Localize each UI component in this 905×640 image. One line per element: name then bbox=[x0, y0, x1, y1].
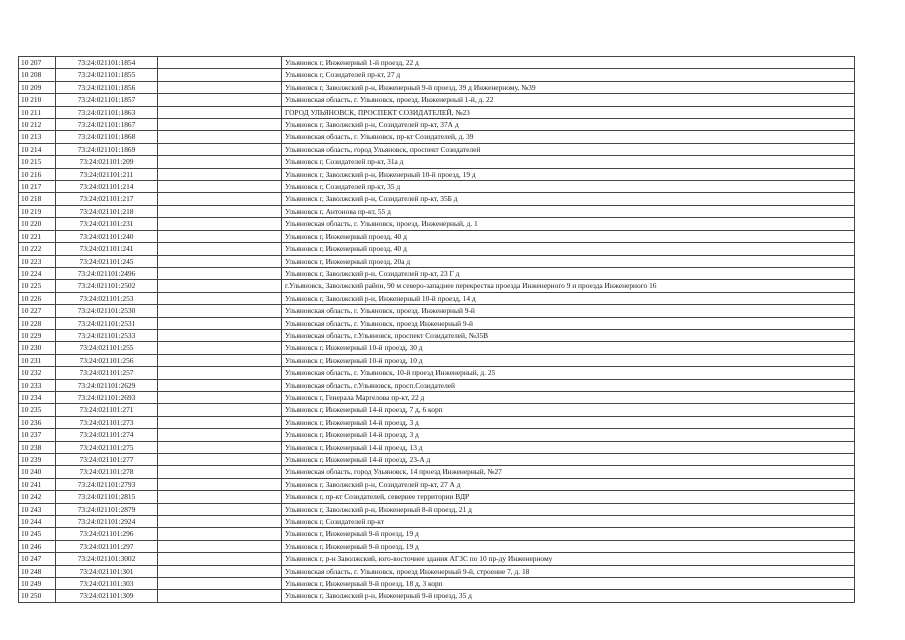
row-number-cell: 10 233 bbox=[19, 379, 56, 391]
empty-cell bbox=[158, 379, 282, 391]
address-cell: Ульяновск г, Заволжский р-н, Инженерный 10-й проезд, 19 д bbox=[282, 168, 855, 180]
row-number-cell: 10 229 bbox=[19, 329, 56, 341]
cadastral-number-cell: 73:24:021101:1856 bbox=[56, 81, 158, 93]
empty-cell bbox=[158, 57, 282, 69]
row-number-cell: 10 244 bbox=[19, 516, 56, 528]
row-number-cell: 10 208 bbox=[19, 69, 56, 81]
row-number-cell: 10 211 bbox=[19, 106, 56, 118]
cadastral-number-cell: 73:24:021101:2793 bbox=[56, 478, 158, 490]
empty-cell bbox=[158, 267, 282, 279]
address-cell: Ульяновск г, Генерала Маргелова пр-кт, 22 д bbox=[282, 391, 855, 403]
table-row bbox=[19, 404, 855, 416]
address-cell: Ульяновск г, Заволжский р-н, Инженерный 9-й проезд, 35 д bbox=[282, 590, 855, 602]
table-row bbox=[19, 181, 855, 193]
row-number-cell: 10 207 bbox=[19, 57, 56, 69]
address-cell: Ульяновск г, Заволжский р-н, Созидателей пр-кт, 35Б д bbox=[282, 193, 855, 205]
address-cell: Ульяновск г, Инженерный 14-й проезд, 3 д bbox=[282, 429, 855, 441]
table-row bbox=[19, 565, 855, 577]
empty-cell bbox=[158, 193, 282, 205]
row-number-cell: 10 218 bbox=[19, 193, 56, 205]
table-row bbox=[19, 317, 855, 329]
row-number-cell: 10 249 bbox=[19, 578, 56, 590]
address-cell: Ульяновск г, Созидателей пр-кт bbox=[282, 516, 855, 528]
cadastral-number-cell: 73:24:021101:256 bbox=[56, 354, 158, 366]
cadastral-number-cell: 73:24:021101:2530 bbox=[56, 305, 158, 317]
row-number-cell: 10 245 bbox=[19, 528, 56, 540]
cadastral-register-sheet bbox=[18, 56, 854, 603]
row-number-cell: 10 231 bbox=[19, 354, 56, 366]
table-body bbox=[19, 57, 855, 603]
address-cell: Ульяновск г, Инженерный 9-й проезд, 19 д bbox=[282, 540, 855, 552]
empty-cell bbox=[158, 255, 282, 267]
row-number-cell: 10 246 bbox=[19, 540, 56, 552]
row-number-cell: 10 223 bbox=[19, 255, 56, 267]
row-number-cell: 10 219 bbox=[19, 205, 56, 217]
address-cell: Ульяновск г, Заволжский р-н, Созидателей пр-кт, 37А д bbox=[282, 119, 855, 131]
empty-cell bbox=[158, 205, 282, 217]
cadastral-number-cell: 73:24:021101:240 bbox=[56, 230, 158, 242]
cadastral-number-cell: 73:24:021101:1868 bbox=[56, 131, 158, 143]
row-number-cell: 10 232 bbox=[19, 367, 56, 379]
address-cell: Ульяновск г, Созидателей пр-кт, 27 д bbox=[282, 69, 855, 81]
row-number-cell: 10 230 bbox=[19, 342, 56, 354]
table-row bbox=[19, 578, 855, 590]
address-cell: г.Ульяновск, Заволжский район, 90 м северо-западнее перекрестка проезда Инженерного 9 и проезда Инженерного 16 bbox=[282, 280, 855, 292]
cadastral-number-cell: 73:24:021101:277 bbox=[56, 454, 158, 466]
empty-cell bbox=[158, 329, 282, 341]
address-cell: Ульяновск г, Инженерный 14-й проезд, 23-А д bbox=[282, 454, 855, 466]
table-row bbox=[19, 143, 855, 155]
row-number-cell: 10 222 bbox=[19, 243, 56, 255]
address-cell: Ульяновск г, Заволжский р-н, Созидателей пр-кт, 27 А д bbox=[282, 478, 855, 490]
cadastral-number-cell: 73:24:021101:2815 bbox=[56, 491, 158, 503]
cadastral-number-cell: 73:24:021101:2629 bbox=[56, 379, 158, 391]
row-number-cell: 10 248 bbox=[19, 565, 56, 577]
row-number-cell: 10 226 bbox=[19, 292, 56, 304]
table-row bbox=[19, 503, 855, 515]
address-cell: Ульяновская область, г. Ульяновск, проезд. Инженерный, д. 1 bbox=[282, 218, 855, 230]
empty-cell bbox=[158, 342, 282, 354]
table-row bbox=[19, 553, 855, 565]
table-row bbox=[19, 69, 855, 81]
empty-cell bbox=[158, 553, 282, 565]
table-row bbox=[19, 205, 855, 217]
cadastral-number-cell: 73:24:021101:297 bbox=[56, 540, 158, 552]
empty-cell bbox=[158, 218, 282, 230]
address-cell: Ульяновск г, пр-кт Созидателей, севернее территории ВДР bbox=[282, 491, 855, 503]
table-row bbox=[19, 243, 855, 255]
cadastral-number-cell: 73:24:021101:3002 bbox=[56, 553, 158, 565]
row-number-cell: 10 215 bbox=[19, 156, 56, 168]
table-row bbox=[19, 466, 855, 478]
cadastral-number-cell: 73:24:021101:1863 bbox=[56, 106, 158, 118]
empty-cell bbox=[158, 168, 282, 180]
table-row bbox=[19, 230, 855, 242]
cadastral-number-cell: 73:24:021101:271 bbox=[56, 404, 158, 416]
address-cell: Ульяновская область, город Ульяновск, проспект Созидателей bbox=[282, 143, 855, 155]
cadastral-number-cell: 73:24:021101:255 bbox=[56, 342, 158, 354]
address-cell: Ульяновск г, Инженерный 9-й проезд, 19 д bbox=[282, 528, 855, 540]
table-row bbox=[19, 131, 855, 143]
cadastral-number-cell: 73:24:021101:309 bbox=[56, 590, 158, 602]
empty-cell bbox=[158, 280, 282, 292]
empty-cell bbox=[158, 131, 282, 143]
cadastral-number-cell: 73:24:021101:1854 bbox=[56, 57, 158, 69]
address-cell: Ульяновская область, г. Ульяновск, проезд. Инженерный 1-й, д. 22 bbox=[282, 94, 855, 106]
cadastral-number-cell: 73:24:021101:253 bbox=[56, 292, 158, 304]
row-number-cell: 10 212 bbox=[19, 119, 56, 131]
cadastral-number-cell: 73:24:021101:2693 bbox=[56, 391, 158, 403]
cadastral-number-cell: 73:24:021101:257 bbox=[56, 367, 158, 379]
cadastral-number-cell: 73:24:021101:1867 bbox=[56, 119, 158, 131]
row-number-cell: 10 220 bbox=[19, 218, 56, 230]
table-row bbox=[19, 57, 855, 69]
table-row bbox=[19, 342, 855, 354]
address-cell: Ульяновск г, Заволжский р-н, Инженерный 9-й проезд, 39 д Инженерному, №39 bbox=[282, 81, 855, 93]
cadastral-number-cell: 73:24:021101:303 bbox=[56, 578, 158, 590]
empty-cell bbox=[158, 81, 282, 93]
cadastral-number-cell: 73:24:021101:231 bbox=[56, 218, 158, 230]
table-row bbox=[19, 354, 855, 366]
row-number-cell: 10 221 bbox=[19, 230, 56, 242]
cadastral-table bbox=[18, 56, 855, 603]
cadastral-number-cell: 73:24:021101:2502 bbox=[56, 280, 158, 292]
empty-cell bbox=[158, 230, 282, 242]
address-cell: Ульяновск г, Созидателей пр-кт, 35 д bbox=[282, 181, 855, 193]
cadastral-number-cell: 73:24:021101:2496 bbox=[56, 267, 158, 279]
row-number-cell: 10 234 bbox=[19, 391, 56, 403]
address-cell: Ульяновск г, Инженерный проезд, 40 д bbox=[282, 243, 855, 255]
cadastral-number-cell: 73:24:021101:217 bbox=[56, 193, 158, 205]
address-cell: Ульяновская область, г.Ульяновск, проспект Созидателей, №35В bbox=[282, 329, 855, 341]
address-cell: Ульяновск г, Инженерный проезд, 40 д bbox=[282, 230, 855, 242]
table-row bbox=[19, 528, 855, 540]
cadastral-number-cell: 73:24:021101:2533 bbox=[56, 329, 158, 341]
table-row bbox=[19, 379, 855, 391]
empty-cell bbox=[158, 516, 282, 528]
row-number-cell: 10 235 bbox=[19, 404, 56, 416]
row-number-cell: 10 238 bbox=[19, 441, 56, 453]
table-row bbox=[19, 367, 855, 379]
empty-cell bbox=[158, 590, 282, 602]
empty-cell bbox=[158, 466, 282, 478]
address-cell: Ульяновск г, Заволжский р-н, Инженерный 8-й проезд, 21 д bbox=[282, 503, 855, 515]
table-row bbox=[19, 94, 855, 106]
address-cell: Ульяновск г, Инженерный проезд, 20а д bbox=[282, 255, 855, 267]
row-number-cell: 10 227 bbox=[19, 305, 56, 317]
table-row bbox=[19, 267, 855, 279]
table-row bbox=[19, 540, 855, 552]
empty-cell bbox=[158, 354, 282, 366]
row-number-cell: 10 209 bbox=[19, 81, 56, 93]
address-cell: ГОРОД УЛЬЯНОВСК, ПРОСПЕКТ СОЗИДАТЕЛЕЙ, №23 bbox=[282, 106, 855, 118]
row-number-cell: 10 250 bbox=[19, 590, 56, 602]
address-cell: Ульяновск г, Инженерный 14-й проезд, 3 д bbox=[282, 416, 855, 428]
address-cell: Ульяновск г, Инженерный 10-й проезд, 10 д bbox=[282, 354, 855, 366]
table-row bbox=[19, 478, 855, 490]
empty-cell bbox=[158, 404, 282, 416]
empty-cell bbox=[158, 94, 282, 106]
row-number-cell: 10 243 bbox=[19, 503, 56, 515]
row-number-cell: 10 217 bbox=[19, 181, 56, 193]
cadastral-number-cell: 73:24:021101:218 bbox=[56, 205, 158, 217]
table-row bbox=[19, 416, 855, 428]
address-cell: Ульяновская область, г. Ульяновск, пр-кт Созидателей, д. 39 bbox=[282, 131, 855, 143]
cadastral-number-cell: 73:24:021101:1857 bbox=[56, 94, 158, 106]
cadastral-number-cell: 73:24:021101:275 bbox=[56, 441, 158, 453]
address-cell: Ульяновск г, Инженерный 9-й проезд, 18 д, 3 корп bbox=[282, 578, 855, 590]
table-row bbox=[19, 292, 855, 304]
table-row bbox=[19, 280, 855, 292]
row-number-cell: 10 225 bbox=[19, 280, 56, 292]
row-number-cell: 10 214 bbox=[19, 143, 56, 155]
row-number-cell: 10 240 bbox=[19, 466, 56, 478]
table-row bbox=[19, 516, 855, 528]
cadastral-number-cell: 73:24:021101:278 bbox=[56, 466, 158, 478]
row-number-cell: 10 241 bbox=[19, 478, 56, 490]
empty-cell bbox=[158, 69, 282, 81]
address-cell: Ульяновская область, г. Ульяновск, 10-й проезд Инженерный, д. 25 bbox=[282, 367, 855, 379]
address-cell: Ульяновская область, город Ульяновск, 14 проезд Инженерный, №27 bbox=[282, 466, 855, 478]
row-number-cell: 10 228 bbox=[19, 317, 56, 329]
address-cell: Ульяновск г, Инженерный 14-й проезд, 7 д, 6 корп bbox=[282, 404, 855, 416]
empty-cell bbox=[158, 565, 282, 577]
empty-cell bbox=[158, 416, 282, 428]
table-row bbox=[19, 491, 855, 503]
row-number-cell: 10 216 bbox=[19, 168, 56, 180]
empty-cell bbox=[158, 491, 282, 503]
empty-cell bbox=[158, 317, 282, 329]
empty-cell bbox=[158, 578, 282, 590]
address-cell: Ульяновская область, г.Ульяновск, просп.Созидателей bbox=[282, 379, 855, 391]
empty-cell bbox=[158, 429, 282, 441]
table-row bbox=[19, 329, 855, 341]
empty-cell bbox=[158, 503, 282, 515]
empty-cell bbox=[158, 478, 282, 490]
cadastral-number-cell: 73:24:021101:209 bbox=[56, 156, 158, 168]
cadastral-number-cell: 73:24:021101:245 bbox=[56, 255, 158, 267]
cadastral-number-cell: 73:24:021101:1855 bbox=[56, 69, 158, 81]
address-cell: Ульяновская область, г. Ульяновск, проезд Инженерный 9-й, строение 7, д. 18 bbox=[282, 565, 855, 577]
row-number-cell: 10 236 bbox=[19, 416, 56, 428]
cadastral-number-cell: 73:24:021101:2924 bbox=[56, 516, 158, 528]
table-row bbox=[19, 156, 855, 168]
table-row bbox=[19, 305, 855, 317]
empty-cell bbox=[158, 243, 282, 255]
row-number-cell: 10 247 bbox=[19, 553, 56, 565]
row-number-cell: 10 242 bbox=[19, 491, 56, 503]
table-row bbox=[19, 119, 855, 131]
row-number-cell: 10 210 bbox=[19, 94, 56, 106]
empty-cell bbox=[158, 540, 282, 552]
cadastral-number-cell: 73:24:021101:241 bbox=[56, 243, 158, 255]
cadastral-number-cell: 73:24:021101:2879 bbox=[56, 503, 158, 515]
address-cell: Ульяновская область, г. Ульяновск, проезд. Инженерный 9-й bbox=[282, 305, 855, 317]
address-cell: Ульяновск г, Заволжский р-н, Созидателей пр-кт, 23 Г д bbox=[282, 267, 855, 279]
cadastral-number-cell: 73:24:021101:301 bbox=[56, 565, 158, 577]
empty-cell bbox=[158, 106, 282, 118]
row-number-cell: 10 237 bbox=[19, 429, 56, 441]
address-cell: Ульяновск г, р-н Заволжский, юго-восточнее здания АГЗС по 10 пр-ду Инженерному bbox=[282, 553, 855, 565]
table-row bbox=[19, 168, 855, 180]
cadastral-number-cell: 73:24:021101:214 bbox=[56, 181, 158, 193]
empty-cell bbox=[158, 391, 282, 403]
address-cell: Ульяновск г, Созидателей пр-кт, 31а д bbox=[282, 156, 855, 168]
table-row bbox=[19, 454, 855, 466]
row-number-cell: 10 224 bbox=[19, 267, 56, 279]
empty-cell bbox=[158, 528, 282, 540]
address-cell: Ульяновск г, Инженерный 10-й проезд, 30 д bbox=[282, 342, 855, 354]
table-row bbox=[19, 106, 855, 118]
empty-cell bbox=[158, 454, 282, 466]
address-cell: Ульяновск г, Инженерный 14-й проезд, 13 д bbox=[282, 441, 855, 453]
table-row bbox=[19, 391, 855, 403]
empty-cell bbox=[158, 367, 282, 379]
address-cell: Ульяновская область, г. Ульяновск, проезд Инженерный 9-й bbox=[282, 317, 855, 329]
empty-cell bbox=[158, 441, 282, 453]
table-row bbox=[19, 255, 855, 267]
cadastral-number-cell: 73:24:021101:273 bbox=[56, 416, 158, 428]
address-cell: Ульяновск г, Инженерный 1-й проезд, 22 д bbox=[282, 57, 855, 69]
empty-cell bbox=[158, 305, 282, 317]
table-row bbox=[19, 193, 855, 205]
address-cell: Ульяновск г, Антонова пр-кт, 55 д bbox=[282, 205, 855, 217]
empty-cell bbox=[158, 143, 282, 155]
empty-cell bbox=[158, 292, 282, 304]
cadastral-number-cell: 73:24:021101:274 bbox=[56, 429, 158, 441]
table-row bbox=[19, 81, 855, 93]
table-row bbox=[19, 590, 855, 602]
empty-cell bbox=[158, 119, 282, 131]
empty-cell bbox=[158, 181, 282, 193]
address-cell: Ульяновск г, Заволжский р-н, Инженерный 10-й проезд, 14 д bbox=[282, 292, 855, 304]
cadastral-number-cell: 73:24:021101:2531 bbox=[56, 317, 158, 329]
cadastral-number-cell: 73:24:021101:296 bbox=[56, 528, 158, 540]
table-row bbox=[19, 429, 855, 441]
cadastral-number-cell: 73:24:021101:211 bbox=[56, 168, 158, 180]
row-number-cell: 10 239 bbox=[19, 454, 56, 466]
table-row bbox=[19, 218, 855, 230]
cadastral-number-cell: 73:24:021101:1869 bbox=[56, 143, 158, 155]
empty-cell bbox=[158, 156, 282, 168]
row-number-cell: 10 213 bbox=[19, 131, 56, 143]
table-row bbox=[19, 441, 855, 453]
